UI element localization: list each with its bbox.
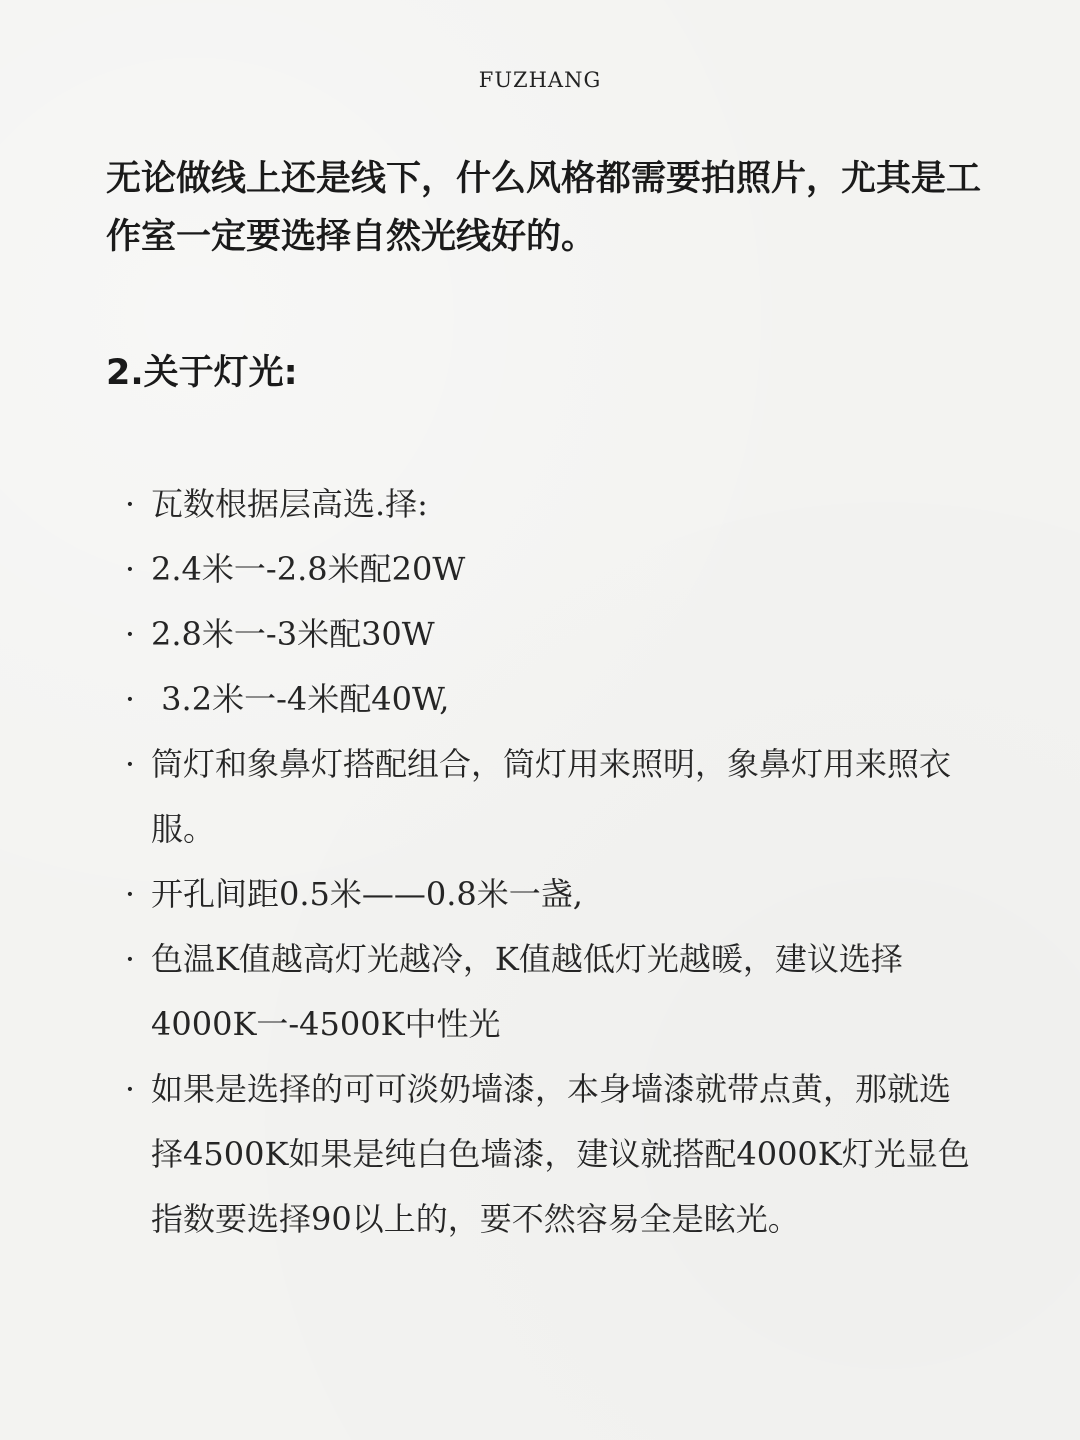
list-item bbox=[120, 927, 980, 1057]
brand-header: FUZHANG bbox=[478, 68, 602, 92]
list-item-text: 3.2米一-4米配40W, bbox=[151, 680, 450, 718]
list-item-text: 2.8米一-3米配30W bbox=[151, 615, 435, 653]
section-title: 2.关于灯光: bbox=[106, 353, 298, 393]
list-item-text: 筒灯和象鼻灯搭配组合，筒灯用来照明，象鼻灯用来照衣服。 bbox=[151, 745, 952, 848]
bullet-icon: · bbox=[124, 550, 136, 588]
list-item bbox=[120, 667, 980, 732]
bullet-icon: · bbox=[124, 745, 136, 783]
lighting-tips-list bbox=[120, 472, 980, 1252]
bullet-icon: · bbox=[124, 680, 136, 718]
list-item-text: 2.4米一-2.8米配20W bbox=[151, 550, 466, 588]
bullet-icon: · bbox=[124, 485, 136, 523]
list-item bbox=[120, 732, 980, 862]
list-item-text: 色温K值越高灯光越冷，K值越低灯光越暖，建议选择4000K一-4500K中性光 bbox=[151, 940, 903, 1043]
list-item bbox=[120, 862, 980, 927]
bullet-icon: · bbox=[124, 1070, 136, 1108]
bullet-icon: · bbox=[124, 940, 136, 978]
list-item bbox=[120, 602, 980, 667]
list-item-text: 如果是选择的可可淡奶墙漆，本身墙漆就带点黄，那就选择4500K如果是纯白色墙漆，建议就搭配4000K灯光显色指数要选择90以上的，要不然容易全是眩光。 bbox=[151, 1070, 970, 1238]
list-item-text: 开孔间距0.5米——0.8米一盏, bbox=[151, 875, 583, 913]
intro-paragraph: 无论做线上还是线下，什么风格都需要拍照片，尤其是工作室一定要选择自然光线好的。 bbox=[106, 159, 982, 257]
list-item bbox=[120, 1057, 980, 1252]
list-item-text: 瓦数根据层高选.择: bbox=[151, 485, 428, 523]
bullet-icon: · bbox=[124, 875, 136, 913]
list-item bbox=[120, 472, 980, 537]
list-item bbox=[120, 537, 980, 602]
bullet-icon: · bbox=[124, 615, 136, 653]
